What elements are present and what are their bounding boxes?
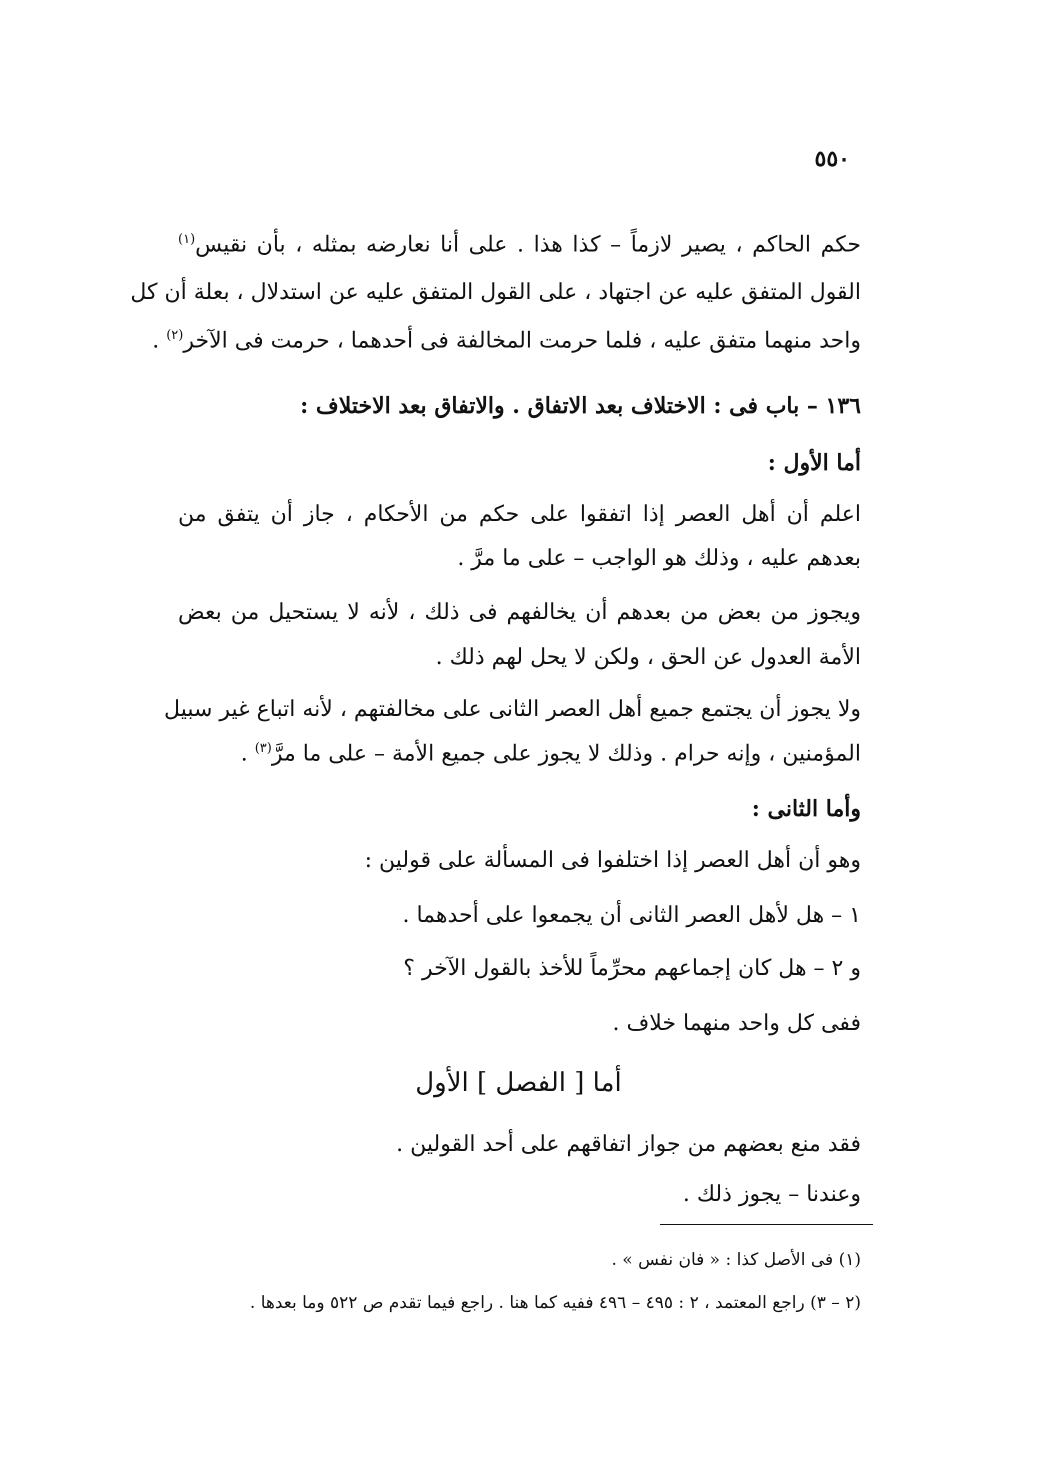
footnote-ref: (٣) <box>254 741 272 756</box>
subheading: أما [ الفصل ] الأول <box>415 1068 622 1098</box>
page-number: ٥٥٠ <box>814 146 850 172</box>
first-part-label: أما الأول : <box>767 450 861 476</box>
footnote: (١) فى الأصل كذا : « فان نفس » . <box>611 1250 861 1270</box>
footnote-ref: (٢) <box>166 328 184 343</box>
section-heading: ١٣٦ – باب فى : الاختلاف بعد الاتفاق . والاتفاق بعد الاختلاف : <box>300 393 861 419</box>
footnote: (٢ – ٣) راجع المعتمد ، ٢ : ٤٩٥ – ٤٩٦ ففيه كما هنا . راجع فيما تقدم ص ٥٢٢ وما بعدها . <box>249 1293 861 1313</box>
paragraph-line: ولا يجوز أن يجتمع جميع أهل العصر الثانى على مخالفتهم ، لأنه اتباع غير سبيل <box>164 697 861 722</box>
paragraph-text: . <box>152 328 167 354</box>
paragraph-text: واحد منهما متفق عليه ، فلما حرمت المخالفة فى أحدهما ، حرمت فى الآخر <box>183 328 861 354</box>
paragraph-line: القول المتفق عليه عن اجتهاد ، على القول المتفق عليه عن استدلال ، بعلة أن كل <box>130 280 861 305</box>
paragraph-line <box>241 741 861 768</box>
paragraph-line: الأمة العدول عن الحق ، ولكن لا يحل لهم ذلك . <box>435 645 861 670</box>
second-part-line: و ٢ – هل كان إجماعهم محرِّماً للأخذ بالقول الآخر ؟ <box>403 956 861 981</box>
paragraph-text: حكم الحاكم ، يصير لازماً – كذا هذا . على أنا نعارضه بمثله ، بأن نقيس <box>195 232 861 258</box>
second-part-label: وأما الثانى : <box>751 796 861 822</box>
footnote-ref: (١) <box>178 232 196 247</box>
paragraph-text: المؤمنين ، وإنه حرام . وذلك لا يجوز على جميع الأمة – على ما مرَّ <box>271 741 861 767</box>
paragraph-text: . <box>240 741 255 767</box>
paragraph-line <box>152 328 861 355</box>
final-line: فقد منع بعضهم من جواز اتفاقهم على أحد القولين . <box>396 1132 861 1157</box>
paragraph-line: اعلم أن أهل العصر إذا اتفقوا على حكم من الأحكام ، جاز أن يتفق من <box>178 502 861 527</box>
second-part-line: ١ – هل لأهل العصر الثانى أن يجمعوا على أحدهما . <box>402 903 861 928</box>
footnote-divider <box>660 1224 873 1225</box>
second-part-line: ففى كل واحد منهما خلاف . <box>612 1011 861 1036</box>
paragraph-line: بعدهم عليه ، وذلك هو الواجب – على ما مرَّ . <box>457 546 861 571</box>
paragraph-line: ويجوز من بعض من بعدهم أن يخالفهم فى ذلك ، لأنه لا يستحيل من بعض <box>178 600 861 625</box>
second-part-line: وهو أن أهل العصر إذا اختلفوا فى المسألة على قولين : <box>364 848 861 873</box>
final-line: وعندنا – يجوز ذلك . <box>682 1182 861 1207</box>
paragraph-line <box>178 232 861 259</box>
